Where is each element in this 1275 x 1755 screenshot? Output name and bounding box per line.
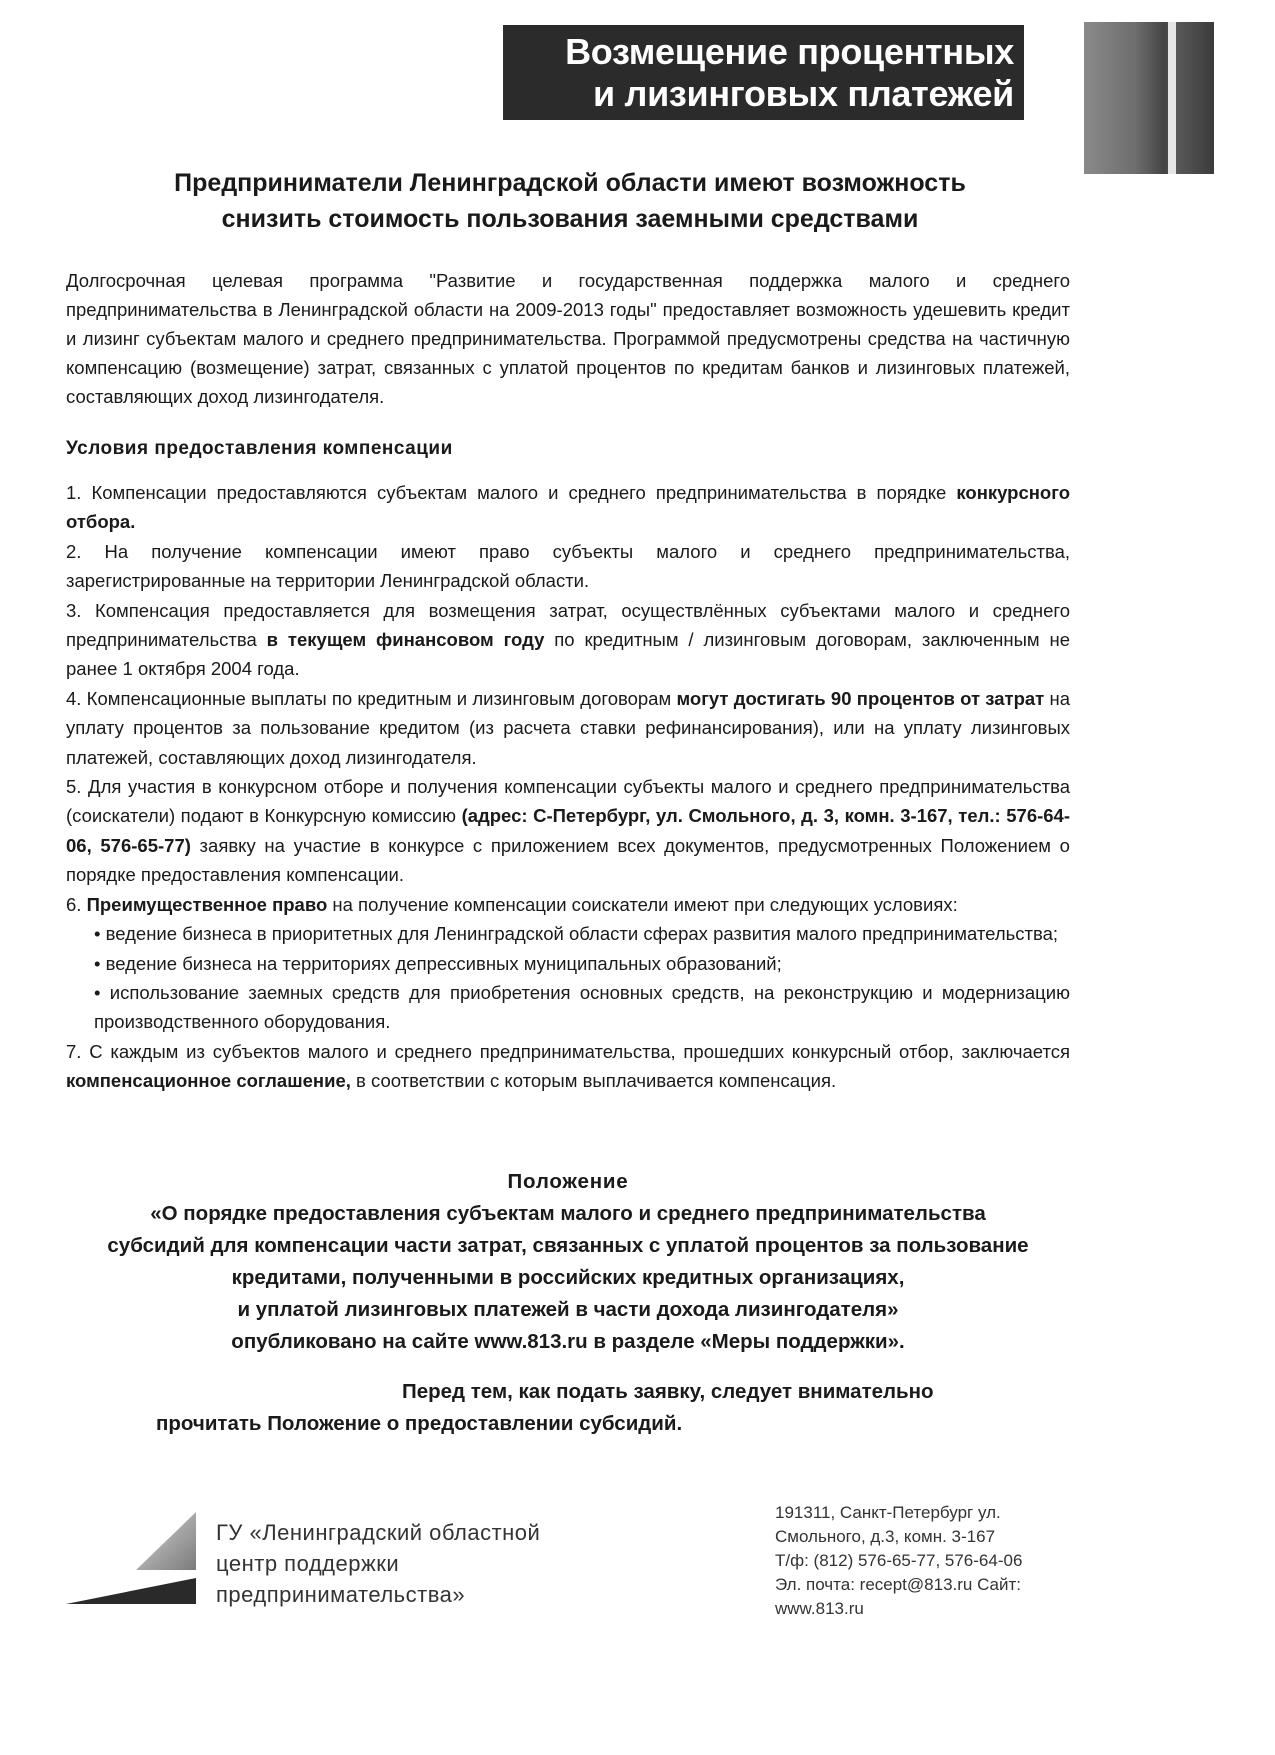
condition-item-2: 2. На получение компенсации имеют право субъекты малого и среднего предпринимательства, зарегистрированные на территории Ленинградской области. [66, 540, 1070, 592]
phone-line: Т/ф: (812) 576-65-77, 576-64-06 [775, 1551, 1023, 1570]
conditions-heading: Условия предоставления компенсации [66, 438, 453, 459]
org-name-line: предпринимательства» [216, 1582, 466, 1607]
headline-line-1: Предприниматели Ленинградской области имеют возможность [174, 169, 966, 197]
regulation-line: опубликовано на сайте www.813.ru в разделе «Меры поддержки». [231, 1330, 905, 1353]
condition-item-1: 1. Компенсации предоставляются субъектам малого и среднего предпринимательства в порядке конкурсного отбора. [66, 482, 1070, 533]
bullet-item: • использование заемных средств для приобретения основных средств, на реконструкцию и модернизацию производственного оборудования. [94, 978, 1070, 1037]
org-name [216, 1517, 540, 1610]
decorative-gray-block [1084, 22, 1214, 174]
condition-item-3: 3. Компенсация предоставляется для возмещения затрат, осуществлённых субъектами малого и среднего предпринимательства в текущем финансовом году по кредитным / лизинговым договорам, заключенным не ранее 1 октября 2004 года. [66, 599, 1071, 680]
headline-line-2: снизить стоимость пользования заемными средствами [221, 205, 919, 233]
conditions-list [66, 478, 1070, 1096]
regulation-title: Положение [507, 1170, 629, 1193]
title-banner [503, 25, 1024, 120]
notice-line-2: прочитать Положение о предоставлении субсидий. [156, 1412, 683, 1435]
headline [70, 165, 1070, 237]
condition-item-6: 6. Преимущественное право на получение компенсации соискатели имеют при следующих условиях: [66, 893, 958, 915]
preference-bullets [66, 919, 1070, 1037]
decorative-stripe [1168, 22, 1176, 174]
condition-item-7: 7. С каждым из субъектов малого и среднего предпринимательства, прошедших конкурсный отбор, заключается компенсационное соглашение, в соответствии с которым выплачивается компенсация. [66, 1040, 1070, 1092]
email-line: Эл. почта: recept@813.ru Сайт: [775, 1575, 1022, 1594]
contact-info [775, 1501, 1022, 1621]
bullet-item: • ведение бизнеса на территориях депрессивных муниципальных образований; [94, 949, 1070, 978]
regulation-line: и уплатой лизинговых платежей в части дохода лизингодателя» [237, 1298, 899, 1321]
regulation-line: субсидий для компенсации части затрат, связанных с уплатой процентов за пользование [107, 1234, 1029, 1257]
bullet-item: • ведение бизнеса в приоритетных для Ленинградской области сферах развития малого предпринимательства; [94, 919, 1070, 948]
regulation-line: «О порядке предоставления субъектам малого и среднего предпринимательства [150, 1202, 986, 1225]
logo-triangle-upper [136, 1512, 196, 1570]
org-logo [66, 1512, 206, 1607]
intro-paragraph: Долгосрочная целевая программа "Развитие и государственная поддержка малого и среднего предпринимательства в Ленинградской области на 2009-2013 годы" предоставляет возможность удешевить кредит и лизинг субъектам малого и среднего предпринимательства. Программой предусмотрены средства на частичную компенсацию (возмещение) затрат, связанных с уплатой процентов по кредитам банков и лизинговых платежей, составляющих доход лизингодателя. [66, 270, 1070, 407]
condition-item-5: 5. Для участия в конкурсном отборе и получения компенсации субъекты малого и среднего предпринимательства (соискатели) подают в Конкурсную комиссию (адрес: С-Петербург, ул. Смольного, д. 3, комн. 3-167, тел.: 576-64-06, 576-65-77) заявку на участие в конкурсе с приложением всех документов, предусмотренных Положением о порядке предоставления компенсации. [66, 776, 1071, 886]
regulation-block [56, 1166, 1080, 1358]
org-name-line: центр поддержки [216, 1551, 400, 1576]
notice-line-1: Перед тем, как подать заявку, следует внимательно [402, 1380, 934, 1403]
address-line: 191311, Санкт-Петербург ул. [775, 1503, 1001, 1522]
org-name-line: ГУ «Ленинградский областной [216, 1520, 541, 1545]
address-line: Смольного, д.3, комн. 3-167 [775, 1527, 996, 1546]
regulation-line: кредитами, полученными в российских кредитных организациях, [231, 1266, 905, 1289]
logo-wedge-lower [66, 1578, 196, 1604]
condition-item-4: 4. Компенсационные выплаты по кредитным и лизинговым договорам могут достигать 90 процентов от затрат на уплату процентов за пользование кредитом (из расчета ставки рефинансирования), или на уплату лизинговых платежей, составляющих доход лизингодателя. [66, 687, 1070, 768]
banner-line-1: Возмещение процентных [565, 31, 1014, 72]
banner-line-2: и лизинговых платежей [592, 73, 1014, 114]
website-line: www.813.ru [775, 1599, 864, 1618]
